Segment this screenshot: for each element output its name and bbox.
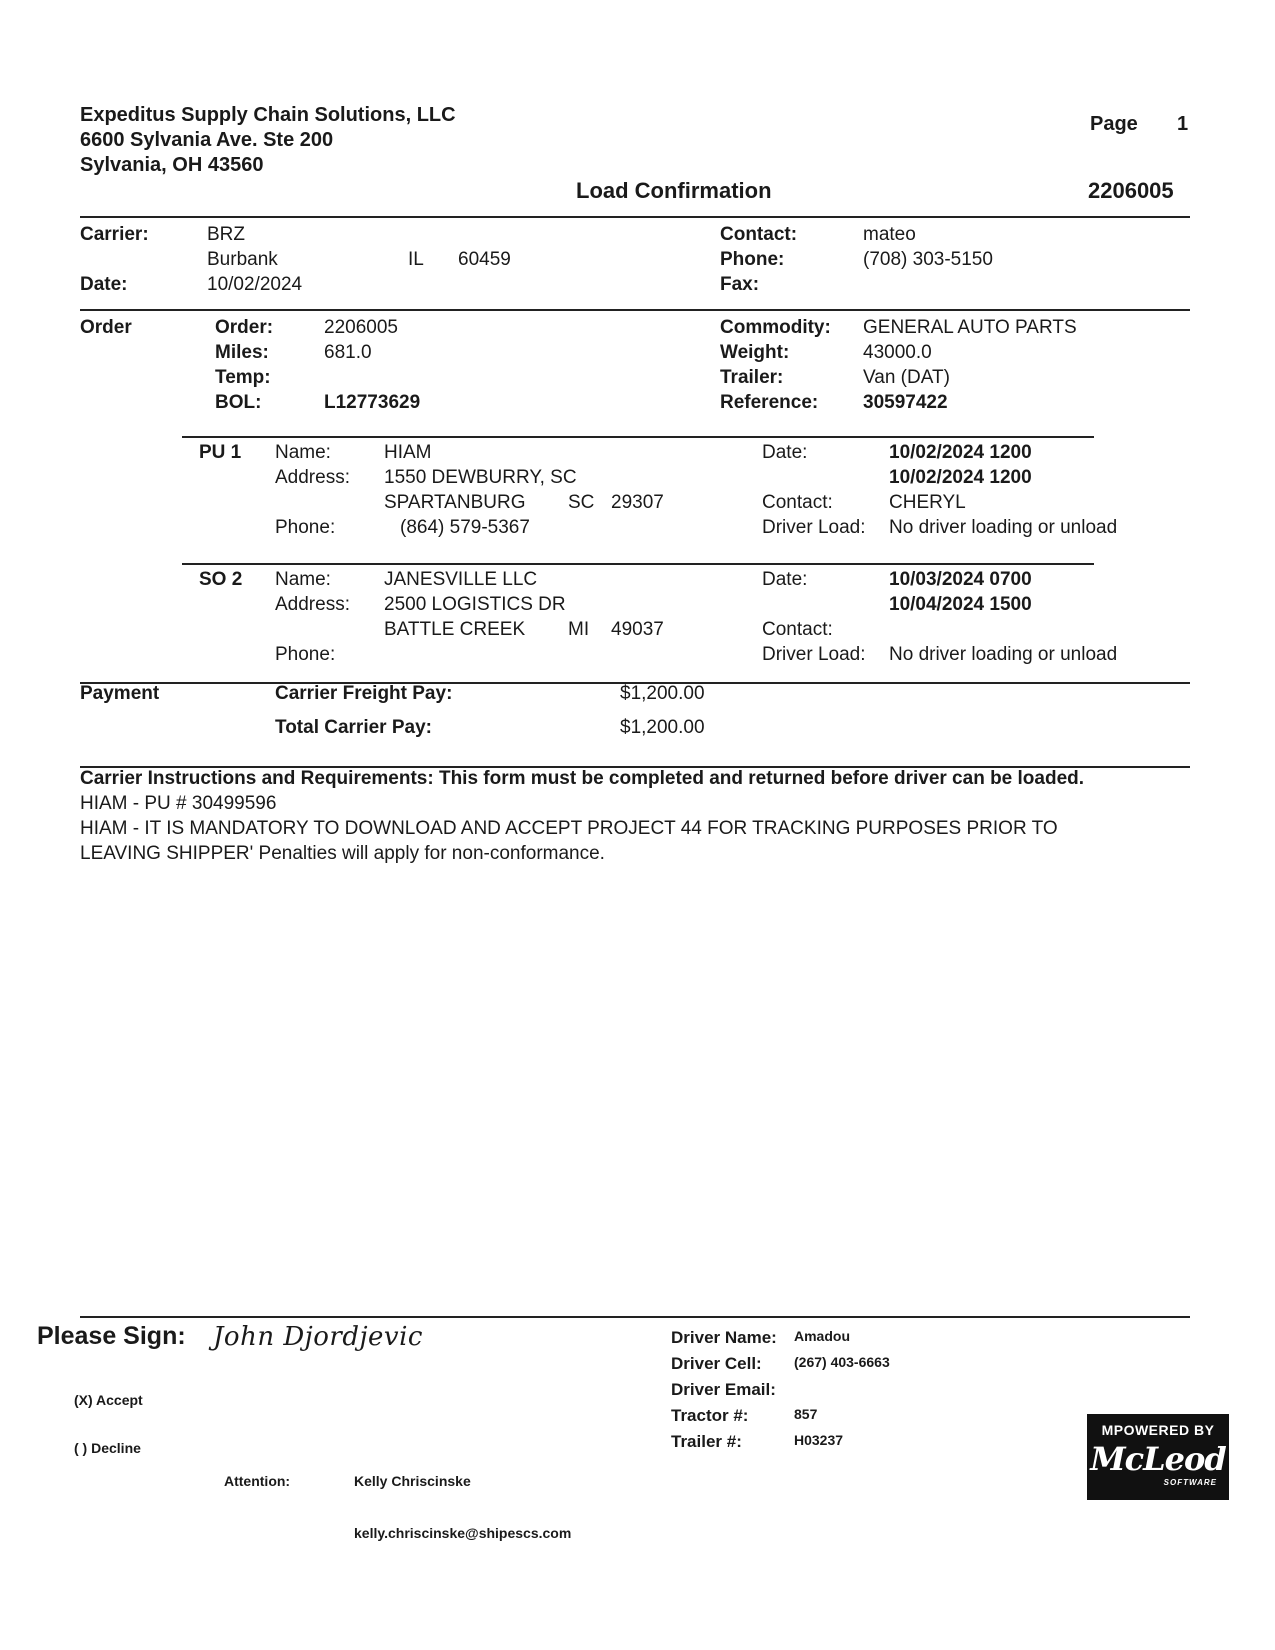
instructions-line-3: LEAVING SHIPPER' Penalties will apply for non-conformance. (80, 843, 605, 864)
stop-name-label: Name: (275, 442, 331, 463)
stop-contact-label: Contact: (762, 492, 833, 513)
divider-header (80, 216, 1190, 218)
stop-contact: CHERYL (889, 492, 966, 513)
total-pay-label: Total Carrier Pay: (275, 717, 432, 738)
stop-city: BATTLE CREEK (384, 619, 526, 640)
stop-contact-label: Contact: (762, 619, 833, 640)
stop-driver-load: No driver loading or unload (889, 644, 1118, 665)
stop-name-label: Name: (275, 569, 331, 590)
carrier-date-label: Date: (80, 274, 128, 295)
carrier-city: Burbank (207, 249, 278, 270)
stop-address: 2500 LOGISTICS DR (384, 594, 566, 615)
reference-label: Reference: (720, 392, 819, 413)
attention-label: Attention: (224, 1473, 291, 1489)
stop-date-end: 10/02/2024 1200 (889, 467, 1032, 488)
carrier-date: 10/02/2024 (207, 274, 303, 295)
page-number: 1 (1177, 113, 1189, 135)
stop-state: SC (568, 492, 595, 513)
commodity-label: Commodity: (720, 317, 831, 338)
logo-sub: SOFTWARE (1163, 1478, 1217, 1487)
company-name: Expeditus Supply Chain Solutions, LLC (80, 104, 456, 126)
commodity-value: GENERAL AUTO PARTS (863, 317, 1077, 338)
instructions-line-2: HIAM - IT IS MANDATORY TO DOWNLOAD AND ACCEPT PROJECT 44 FOR TRACKING PURPOSES PRIOR TO (80, 818, 1058, 839)
payment-section-label: Payment (80, 683, 160, 704)
driver-name-label: Driver Name: (671, 1328, 777, 1347)
temp-label: Temp: (215, 367, 271, 388)
logo-name: McLeod (1090, 1440, 1226, 1478)
stop-zip: 29307 (611, 492, 664, 513)
logo-tagline: MPOWERED BY (1101, 1422, 1215, 1438)
trailer-number-label: Trailer #: (671, 1432, 742, 1451)
stop-address-label: Address: (275, 467, 350, 488)
attention-name: Kelly Chriscinske (354, 1473, 471, 1489)
stop-date-label: Date: (762, 442, 808, 463)
stop-code: PU 1 (199, 442, 242, 463)
attention-email[interactable]: kelly.chriscinske@shipescs.com (354, 1525, 572, 1541)
stop-phone-label: Phone: (275, 517, 336, 538)
stop-phone: (864) 579-5367 (400, 517, 530, 538)
stop-city: SPARTANBURG (384, 492, 526, 513)
stop-driver-load-label: Driver Load: (762, 644, 866, 665)
contact-value: mateo (863, 224, 916, 245)
company-address-line2: Sylvania, OH 43560 (80, 154, 264, 176)
instructions-line-1: HIAM - PU # 30499596 (80, 793, 277, 814)
driver-cell-label: Driver Cell: (671, 1354, 762, 1373)
stop-date-start: 10/02/2024 1200 (889, 442, 1032, 463)
bol-label: BOL: (215, 392, 262, 413)
divider-stop-2 (182, 563, 1094, 565)
stop-code: SO 2 (199, 569, 243, 590)
freight-pay-value: $1,200.00 (620, 683, 705, 704)
miles-label: Miles: (215, 342, 269, 363)
phone-label: Phone: (720, 249, 785, 270)
confirmation-number: 2206005 (1088, 178, 1174, 203)
stop-date-end: 10/04/2024 1500 (889, 594, 1032, 615)
tractor-label: Tractor #: (671, 1406, 749, 1425)
company-address-line1: 6600 Sylvania Ave. Ste 200 (80, 129, 334, 151)
trailer-label: Trailer: (720, 367, 784, 388)
mcleod-logo (1087, 1414, 1229, 1500)
weight-value: 43000.0 (863, 342, 932, 363)
driver-cell: (267) 403-6663 (794, 1354, 890, 1370)
stop-state: MI (568, 619, 590, 640)
trailer-value: Van (DAT) (863, 367, 950, 388)
freight-pay-label: Carrier Freight Pay: (275, 683, 453, 704)
stop-address: 1550 DEWBURRY, SC (384, 467, 577, 488)
stop-zip: 49037 (611, 619, 664, 640)
carrier-state: IL (408, 249, 424, 270)
stop-name: HIAM (384, 442, 432, 463)
page-title: Load Confirmation (576, 178, 772, 203)
stop-driver-load: No driver loading or unload (889, 517, 1118, 538)
signature-handwritten: John Djordjevic (213, 1322, 423, 1352)
carrier-name: BRZ (207, 224, 245, 245)
stop-driver-load-label: Driver Load: (762, 517, 866, 538)
divider-stop-1 (182, 436, 1094, 438)
weight-label: Weight: (720, 342, 790, 363)
stop-phone-label: Phone: (275, 644, 336, 665)
order-section-label: Order (80, 317, 132, 338)
driver-email-label: Driver Email: (671, 1380, 776, 1399)
tractor-number: 857 (794, 1406, 818, 1422)
page-label: Page (1090, 113, 1138, 135)
contact-label: Contact: (720, 224, 798, 245)
driver-name: Amadou (794, 1328, 850, 1344)
decline-option[interactable]: ( ) Decline (74, 1440, 141, 1456)
instructions-heading: Carrier Instructions and Requirements: This form must be completed and returned before driver can be loaded. (80, 768, 1085, 789)
carrier-label: Carrier: (80, 224, 149, 245)
stop-date-start: 10/03/2024 0700 (889, 569, 1032, 590)
stop-address-label: Address: (275, 594, 350, 615)
order-label: Order: (215, 317, 274, 338)
divider-signature (80, 1316, 1190, 1318)
reference-value: 30597422 (863, 392, 948, 413)
phone-value: (708) 303-5150 (863, 249, 993, 270)
stop-date-label: Date: (762, 569, 808, 590)
please-sign-label: Please Sign: (37, 1322, 186, 1350)
fax-label: Fax: (720, 274, 760, 295)
stop-name: JANESVILLE LLC (384, 569, 538, 590)
total-pay-value: $1,200.00 (620, 717, 705, 738)
accept-option[interactable]: (X) Accept (74, 1392, 143, 1408)
miles-value: 681.0 (324, 342, 372, 363)
bol-value: L12773629 (324, 392, 421, 413)
order-value: 2206005 (324, 317, 398, 338)
trailer-number: H03237 (794, 1432, 844, 1448)
divider-carrier (80, 309, 1190, 311)
carrier-zip: 60459 (458, 249, 511, 270)
